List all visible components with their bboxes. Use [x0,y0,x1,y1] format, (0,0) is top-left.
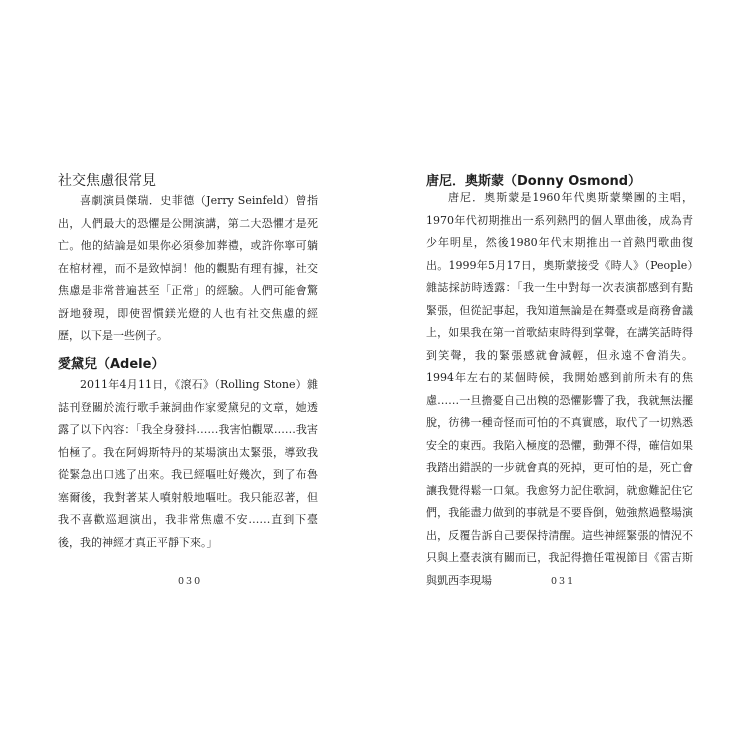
section-heading-adele: 愛黛兒（Adele） [58,357,165,372]
page-number-right: 031 [551,576,576,587]
adele-paragraph: 2011年4月11日，《滾石》（Rolling Stone）雜誌刊登關於流行歌手兼詞曲作家愛黛兒的文章，她透露了以下內容：「我全身發抖……我害怕觀眾……我害怕極了。我在阿姆斯特丹的某場演出太緊張，導致我從緊急出口逃了出來。我已經嘔吐好幾次，到了布魯塞爾後，我對著某人噴射般地嘔吐。我只能忍著，但我不喜歡巡迴演出，我非常焦慮不安……直到下臺後，我的神經才真正平靜下來。」 [58,378,318,549]
section-heading-donny-osmond: 唐尼．奧斯蒙（Donny Osmond） [426,174,642,189]
page-number-left: 030 [178,576,203,587]
section-title-social-anxiety: 社交焦慮很常見 [58,173,156,189]
donny-osmond-paragraph: 唐尼．奧斯蒙是1960年代奧斯蒙樂團的主唱，1970年代初期推出一系列熱門的個人單曲後，成為青少年明星，然後1980年代末期推出一首熱門歌曲復出。1999年5月17日，奧斯蒙接受《時人》（People）雜誌採訪時透露：「我一生中對每一次表演都感到有點緊張，但從記事起，我知道無論是在舞臺或是商務會議上，如果我在第一首歌結束時得到掌聲，在講笑話時得到笑聲，我的緊張感就會減輕，但永遠不會消失。1994年左右的某個時候，我開始感到前所未有的焦慮……一旦擔憂自己出糗的恐懼影響了我，我就無法擺脫，彷彿一種奇怪而可怕的不真實感，取代了一切熟悉安全的東西。我陷入極度的恐懼，動彈不得，確信如果我踏出錯誤的一步就會真的死掉，更可怕的是，死亡會讓我覺得鬆一口氣。我愈努力記住歌詞，就愈難記住它們，我能盡力做到的事就是不要昏倒，勉強熬過整場演出，反覆告訴自己要保持清醒。這些神經緊張的情況不只與上臺表演有關而已，我記得擔任電視節目《雷吉斯與凱西李現場 [426,191,693,587]
intro-paragraph: 喜劇演員傑瑞．史菲德（Jerry Seinfeld）曾指出，人們最大的恐懼是公開演講，第二大恐懼才是死亡。他的結論是如果你必須參加葬禮，或許你寧可躺在棺材裡，而不是致悼詞！他的觀點有理有據，社交焦慮是非常普遍甚至「正常」的經驗。人們可能會驚訝地發現，即使習慣鎂光燈的人也有社交焦慮的經歷，以下是一些例子。 [58,194,318,342]
